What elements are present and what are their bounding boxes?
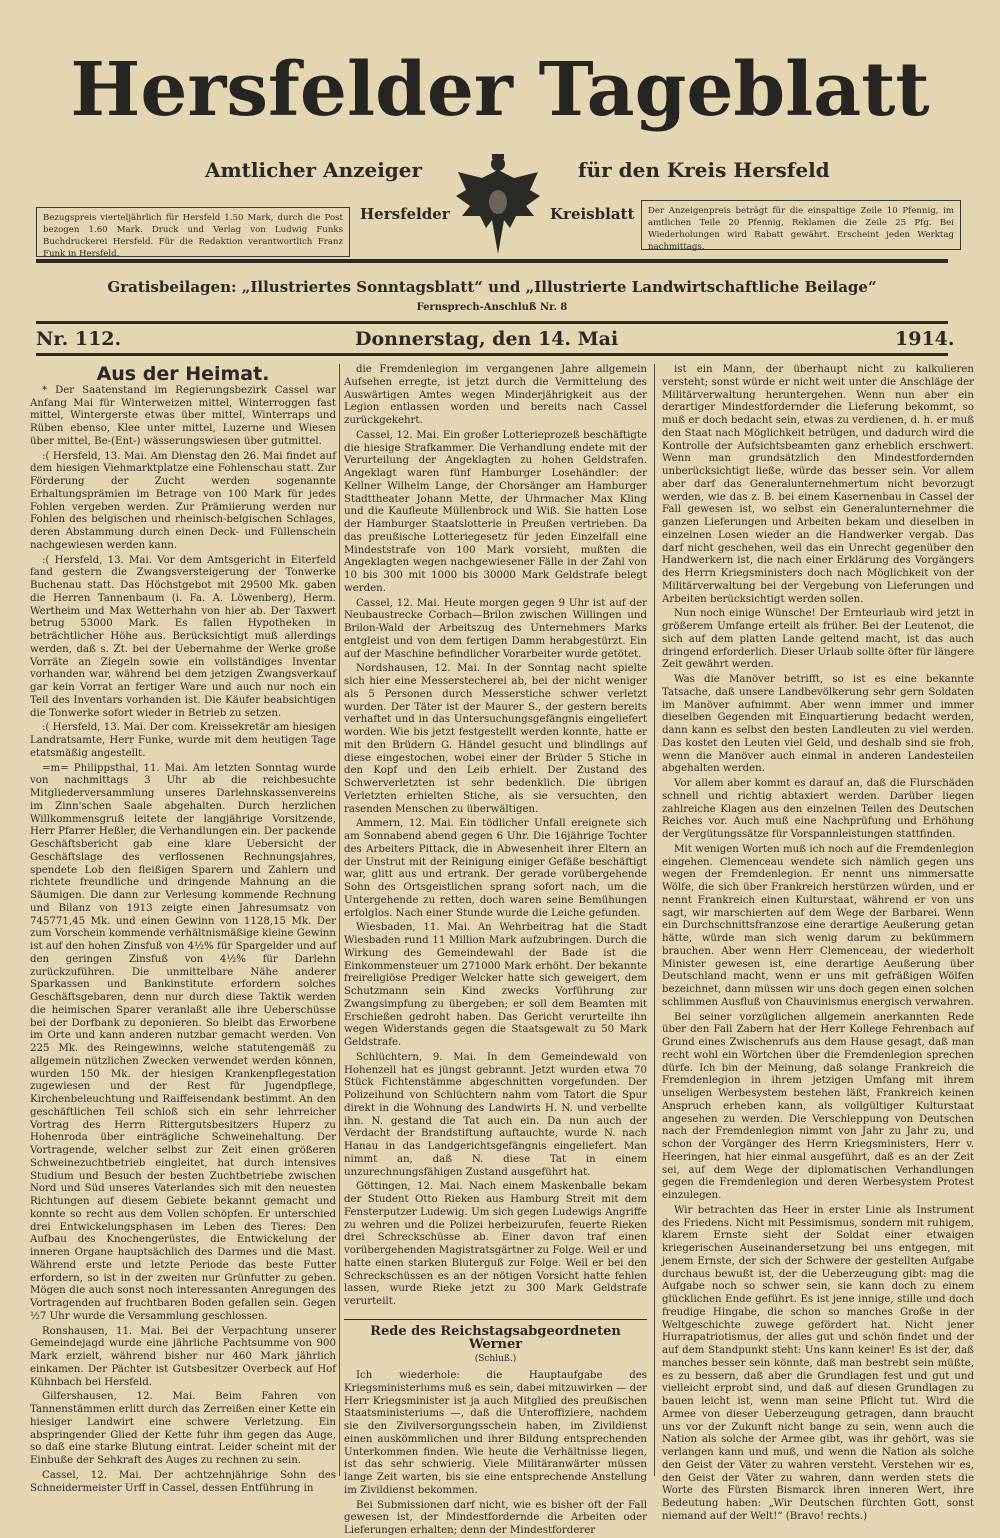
issue-year: 1914.: [895, 328, 955, 350]
column-2: [344, 364, 648, 1536]
paragraph: Bei Submissionen darf nicht, wie es bisher oft der Fall gewesen ist, der Mindestfordernde die Arbeiten oder Lieferungen erhalten; denn der Mindestforderer: [344, 1499, 647, 1536]
paragraph: * Der Saatenstand im Regierungsbezirk Cassel war Anfang Mai für Winterweizen mittel, Winterroggen fast mittel, Wintergerste etwas über mittel, Winterraps und Rüben ebenso, Klee unter mittel, Luzerne und Wiesen über mittel, Be-(Ent-) wässerungswiesen über gutmittel.: [30, 384, 336, 447]
issue-number: Nr. 112.: [36, 328, 122, 350]
paragraph: Nordshausen, 12. Mai. In der Sonntag nacht spielte sich hier eine Messerstecherei ab, bei der nicht weniger als 5 Personen durch Messerstiche schwer verletzt wurden. Der Täter ist der Maurer S., der gestern bereits verhaftet und in das Untersuchungsgefängnis eingeliefert worden. Wie bis jetzt festgestellt werden konnte, hatte er mit den Brüdern G. Händel gesucht und blindlings auf diese eingestochen, wobei einer der Brüder 5 Stiche in den Kopf und den Leib erhielt. Der Zustand des Schwerverletzten ist sehr bedenklich. Die übrigen Verletzten erhielten Stiche, als sie versuchten, den rasenden Menschen zu überwältigen.: [344, 663, 647, 815]
speech-text: [344, 1370, 647, 1538]
supplements-banner: Gratisbeilagen: „Illustriertes Sonntagsblatt“ und „Illustrierte Landwirtschaftliche Beilage“: [107, 278, 877, 296]
paragraph: Wiesbaden, 11. Mai. An Wehrbeitrag hat die Stadt Wiesbaden rund 11 Million Mark aufzubringen. Durch die Wirkung des Gemeindewahl der Bade ist die Einkommensteuer um 271000 Mark erhöht. Der bekannte freireligiöse Prediger Welcker hatte sich geweigert, dem Schutzmann sein Kind zwecks Vorführung zur Zwangsimpfung zu übergeben; er soll dem Beamten mit Erschießen gedroht haben. Das Gericht verurteilte ihn wegen Widerstands gegen die Staatsgewalt zu 50 Mark Geldstrafe.: [344, 922, 647, 1048]
newspaper-title: Hersfelder Tageblatt: [70, 47, 930, 133]
paragraph: Mit wenigen Worten muß ich noch auf die Fremdenlegion eingehen. Clemenceau wendete sich nämlich gegen uns wegen der Fremdenlegion. Er nennt uns nimmersatte Wölfe, die sich über Frankreich herstürzen würden, und er nennt Frankreich einen Kulturstaat, während er von uns sagt, wir marschierten auf dem Wege der Barbarei. Wenn ein Durchschnittsfranzose eine derartige Aeußerung getan hätte, würde man sich wenig darum zu bekümmern brauchen. Aber wenn Herr Clemenceau, der wiederholt Minister gewesen ist, eine derartige Aeußerung über Deutschland macht, wenn er uns mit gefräßigen Wölfen bezeichnet, dann müssen wir uns doch gegen einen solchen schlimmen Ausfluß von Chauvinismus energisch verwahren.: [662, 843, 974, 1008]
column-divider: [339, 364, 340, 1476]
paragraph: Ronshausen, 11. Mai. Bei der Verpachtung unserer Gemeindejagd wurde eine jährliche Pachtsumme von 900 Mark erzielt, während bisher nur 460 Mark jährlich einkamen. Der Pächter ist Gutsbesitzer Overbeck auf Hof Kühnbach bei Hersfeld.: [30, 1325, 336, 1388]
paragraph: Was die Manöver betrifft, so ist es eine bekannte Tatsache, daß unsere Landbevölkerung sehr gern Soldaten im Manöver aufnimmt. Aber wenn immer und immer dieselben Gegenden mit Einquartierung bedacht werden, dann kann es selbst den besten Landleuten zu viel werden. Das kostet den Leuten viel Geld, und deshalb sind sie froh, wenn die Manöver auch einmal in anderen Landesteilen abgehalten werden.: [662, 674, 974, 775]
kreisblatt-label-left: Hersfelder: [360, 205, 450, 223]
divider: [36, 353, 948, 356]
subtitle-left: Amtlicher Anzeiger: [205, 158, 423, 182]
phone-number: Fernsprech-Anschluß Nr. 8: [416, 302, 568, 313]
column-divider: [654, 364, 655, 1476]
paragraph: :( Hersfeld, 13. Mai. Vor dem Amtsgericht in Eiterfeld fand gestern die Zwangsversteigerung der Tonwerke Buchenau statt. Das Höchstgebot mit 29500 Mk. gaben die Herren Tannenbaum (i. Fa. A. Löwenberg), Herm. Wertheim und Max Wetterhahn von hier ab. Der Taxwert betrug 53000 Mark. Es fallen Hypotheken in beträchtlicher Höhe aus. Berücksichtigt muß allerdings werden, daß s. Zt. bei der Uebernahme der Werke große Vorräte an Ziegeln sowie ein vollständiges Inventar vorhanden war, während bei dem jetzigen Zwangsverkauf gar kein Vorrat an fertiger Ware und auch nur noch ein Teil des Inventars vorhanden ist. Die Käufer beabsichtigen die Tonwerke sofort wieder in Betrieb zu setzen.: [30, 554, 336, 719]
speech-subheading: (Schluß.): [474, 1354, 517, 1365]
subtitle-right: für den Kreis Hersfeld: [578, 158, 830, 182]
paragraph: ist ein Mann, der überhaupt nicht zu kalkulieren versteht; sonst würde er nicht weit unter die Anschläge der Militärverwaltung heruntergehen. Wenn nun aber ein derartiger Mindestfordernder die Lieferung bekommt, so muß er doch bedacht sein, etwas zu verdienen, d. h. er muß den Staat nach Möglichkeit betrügen, und dadurch wird die Kontrolle der Aufsichtsbeamten ganz erheblich erschwert. Wenn man grundsätzlich den Mindestfordernden unberücksichtigt ließe, würde das besser sein. Vor allem aber darf das Generalunternehmertum nicht bevorzugt werden, wie das z. B. bei einem Kasernenbau in Cassel der Fall gewesen ist, wo selbst ein Generalunternehmer die ganzen Lieferungen und Arbeiten bekam und dieselben in einzelnen Losen wieder an die Handwerker vergab. Das darf nicht geschehen, weil das ein Unrecht gegenüber den Handwerkern ist, die nach einer Erklärung des Vorgängers des Herrn Kriegsministers doch nach Möglichkeit von der Militärverwaltung bei der Vergebung von Lieferungen und Arbeiten berücksichtigt werden sollen.: [662, 364, 974, 605]
speech-continuation: [662, 364, 974, 1524]
divider: [36, 259, 948, 263]
divider: [36, 321, 948, 324]
paragraph: Bei seiner vorzüglichen allgemein anerkannten Rede über den Fall Zabern hat der Herr Kollege Fehrenbach auf Grund eines Zwischenrufs aus dem Hause gesagt, daß man recht wohl ein Wörtchen über die Fremdenlegion sprechen dürfe. Ich bin der Meinung, daß solange Frankreich die Fremdenlegion in ihrem jetzigen Umfang mit ihrem unseligen Werbesystem bestehen läßt, Frankreich keinen Anspruch erheben kann, als vollgültiger Kulturstaat angesehen zu werden. Die Verschleppung von Deutschen nach der Fremdenlegion nimmt von Jahr zu Jahr zu, und schon der Vorgänger des Herrn Kriegsministers, Herr v. Heeringen, hat hier einmal ausgeführt, daß es an der Zeit sei, auf dem Wege der diplomatischen Verhandlungen gegen die Fremdenlegion und deren Werbesystem Protest einzulegen.: [662, 1011, 974, 1201]
column-1: [30, 363, 336, 1494]
paragraph: Nun noch einige Wünsche! Der Ernteurlaub wird jetzt in größerem Umfange erteilt als früher. Bei der Leutenot, die sich auf dem platten Lande geltend macht, ist das auch dringend erforderlich. Dieser Urlaub sollte öfter für längere Zeit gewährt werden.: [662, 608, 974, 671]
paragraph: Wir betrachten das Heer in erster Linie als Instrument des Friedens. Nicht mit Pessimismus, sondern mit ruhigem, klarem Ernste sieht der Soldat einer etwaigen kriegerischen Auseinandersetzung bei uns entgegen, mit jenem Ernste, der sich der Schwere der gestellten Aufgabe durchaus bewußt ist, der die Ueberzeugung gibt: mag die Aufgabe noch so schwer sein, sie kann doch zu einem glücklichen Ende geführt. Es ist jene innige, stille und doch freudige Hingabe, die schon so manches Große in der Weltgeschichte zuwege gefördert hat. Nicht jener Hurrapatriotismus, der alles gut und schön findet und der auf dem Standpunkt steht: Uns kann keiner! Es ist der, daß manches besser sein könnte, daß man bestrebt sein müßte, es zu bessern, daß aber die Grundlagen fest und gut und vielleicht erprobt sind, und daß auf diesen Grundlagen zu bauen leicht ist, wenn man seine Pflicht tut. Wird die Armee von dieser Ueberzeugung getragen, dann braucht uns vor der Zukunft nicht bange zu sein, wenn auch die Nation als solche der Armee gibt, was ihr gehört, was sie verlangen kann und muß, und wenn die Nation als solche den Geist der Väter zu wahren versteht. Verstehen wir es, den Geist der Väter zu wahren, dann werden stets die Worte des Fürsten Bismarck ihren inneren Wert, ihre Bedeutung haben: „Wir Deutschen fürchten Gott, sonst niemand auf der Welt!“ (Bravo! rechts.): [662, 1204, 974, 1522]
paragraph: :( Hersfeld, 13. Mai. Am Dienstag den 26. Mai findet auf dem hiesigen Viehmarktplatze eine Fohlenschau statt. Zur Förderung der Zucht werden sogenannte Erhaltungsprämien im Betrage von 100 Mark für jedes Fohlen vergeben werden. Zur Prämiierung werden nur Fohlen des belgischen und rheinisch-belgischen Schlages, deren Abstammung durch einen Deck- und Füllenschein nachgewiesen werden kann.: [30, 450, 336, 551]
imperial-eagle-icon: [452, 150, 544, 260]
paragraph: Ich wiederhole: die Hauptaufgabe des Kriegsministeriums muß es sein, dabei mitzuwirken — der Herr Kriegsminister ist ja auch Mitglied des preußischen Staatsministeriums —, daß die Unteroffiziere, nachdem sie den Zivilversorgungsschein haben, im Zivildienst einen auskömmlichen und ihrer Bildung entsprechenden Unterkommen finden. Wie heute die Verhältnisse liegen, ist das sehr schwierig. Viele Militäranwärter müssen lange Zeit warten, bis sie eine entsprechende Anstellung im Zivildienst bekommen.: [344, 1370, 648, 1496]
issue-date: Donnerstag, den 14. Mai: [355, 328, 619, 350]
paragraph: Vor allem aber kommt es darauf an, daß die Flurschäden schnell und richtig abtaxiert werden. Darüber liegen zahlreiche Klagen aus den einzelnen Teilen des Deutschen Reiches vor. Auch muß eine Nachprüfung und Erhöhung der Vergütungssätze für Vorspannleistungen stattfinden.: [662, 778, 974, 840]
section-heading: Aus der Heimat.: [96, 363, 270, 385]
speech-heading: Rede des Reichstagsabgeordneten Werner: [344, 1319, 647, 1352]
paragraph: Cassel, 12. Mai. Ein großer Lotterieprozeß beschäftigte die hiesige Strafkammer. Die Verhandlung endete mit der Verurteilung der Angeklagten zu hohen Geldstrafen. Angeklagt waren fünf Hamburger Losehändler: der Kellner Wilhelm Lange, der Chorsänger am Hamburger Stadttheater Johann Mette, der Uhrmacher Max Kling und die Kaufleute Müllenbrock und Wiß. Sie hatten Lose der Hamburger Staatslotterie in Preußen vertrieben. Da das preußische Lotteriegesetz für jeden Einzelfall eine Mindeststrafe von 100 Mark vorsieht, mußten die Angeklagten wegen nachgewiesener Fälle in der Zahl von 10 bis 300 mit 1000 bis 30000 Mark Geldstrafe belegt werden.: [344, 429, 647, 594]
paragraph: Göttingen, 12. Mai. Nach einem Maskenballe bekam der Student Otto Rieken aus Hamburg Streit mit dem Fensterputzer Ludewig. Um sich gegen Ludewigs Angriffe zu wehren und die Polizei herbeizurufen, feuerte Rieken drei Schreckschüsse ab. Einer davon traf einen vorübergehenden Magistratsgärtner zu Folge. Weil er und hatte einen starken Bluterguß zur Folge. Weil er bei den Schreckschüssen es an der nötigen Vorsicht hatte fehlen lassen, wurde Rieke jetzt zu 300 Mark Geldstrafe verurteilt.: [344, 1181, 647, 1307]
paragraph: die Fremdenlegion im vergangenen Jahre allgemein Aufsehen erregte, ist jetzt durch die Vermittelung des Auswärtigen Amtes wegen Minderjährigkeit aus der Legion entlassen worden und bereits nach Cassel zurückgekehrt.: [344, 364, 647, 426]
paragraph: =m= Philippsthal, 11. Mai. Am letzten Sonntag wurde von nachmittags 3 Uhr ab die reichbesuchte Mitgliederversammlung unseres Darlehnskassenvereins im Zinn'schen Saale abgehalten. Durch herzlichen Willkommensgruß leitete der langjährige Vorsitzende, Herr Pfarrer Heßler, die Verhandlungen ein. Der packende Geschäftsbericht gab eine klare Uebersicht der Geschäftslage des verflossenen Rechnungsjahres, spendete Lob den fleißigen Sparern und Zahlern und richtete freundliche und dringende Mahnung an die Säumigen. Die dann zur Verlesung kommende Rechnung und Bilanz von 1913 zeigte einen Jahresumsatz von 745771,45 Mk. und einen Gewinn von 1128,15 Mk. Der zum Vorschein kommende verhältnismäßige kleine Gewinn ist auf den hohen Zinsfuß von 4½% für Spargelder und auf den geringen Zinsfuß von 4½% für Darlehn zurückzuführen. Die unmittelbare Nähe anderer Sparkassen und Bankinstitute erfordern solches Geschäftsgebaren, denn nur durch diese Taktik werden die heimischen Sparer veranlaßt alle ihre Ueberschüsse bei der Dorfbank zu deponieren. So bleibt das Erworbene im Orte und kann anderen nutzbar gemacht werden. Von 225 Mk. des Reingewinns, welche statutengemäß zu allgemein nützlichen Zwecken verwendet werden können, wurden 150 Mk. der hiesigen Krankenpflegestation zugewiesen und der Rest für Jugendpflege, Kirchenbeleuchtung und Raiffeisendank bestimmt. An den geschäftlichen Teil schloß sich ein sehr lehrreicher Vortrag des Herrn Rittergutsbesitzers Huperz zu Hohenroda über einträgliche Schweinehaltung. Der Vortragende, welcher selbst zur Zeit einen größeren Schweinezuchtbetrieb eingleitet, hat durch intensives Studium und Besuch der besten Zuchtbetriebe zwischen Nord und Süd unseres Vaterlandes sich mit den neuesten Richtungen auf diesem Gebiete bekannt gemacht und konnte so recht aus dem Vollen schöpfen. Er unterschied drei Entwickelungsphasen im Leben des Tieres: Den Aufbau des Knochengerüstes, die Entwickelung der inneren Organe hauptsächlich des Darmes und die Mast. Während erste und letzte Periode das beste Futter erfordern, so ist in der zweiten nur Grünfutter zu geben. Mögen die auch sonst noch interessanten Anregungen des Vortragenden auf fruchtbaren Boden gefallen sein. Gegen ½7 Uhr wurde die Versammlung geschlossen.: [30, 762, 336, 1322]
subscription-info-box: Bezugspreis vierteljährlich für Hersfeld 1.50 Mark, durch die Post bezogen 1.60 Mark. Druck und Verlag von Ludwig Funks Buchdruckerei Hersfeld. Für die Redaktion verantwortlich Franz Funk in Hersfeld.: [36, 207, 350, 257]
article-list: [344, 364, 647, 1309]
paragraph: Cassel, 12. Mai. Heute morgen gegen 9 Uhr ist auf der Neubaustrecke Corbach—Brilon zwischen Willingen und Brilon-Wald der Arbeitszug des Unternehmers Marks entgleist und von dem fertigen Damm herabgestürzt. Ein auf der Maschine befindlicher Vorarbeiter wurde getötet.: [344, 597, 647, 660]
column-3: [662, 364, 974, 1522]
paragraph: Ammern, 12. Mai. Ein tödlicher Unfall ereignete sich am Sonnabend abend gegen 6 Uhr. Die 16jährige Tochter des Arbeiters Pittack, die in Abwesenheit ihrer Eltern an der Unstrut mit der Reinigung einiger Gefäße beschäftigt war, glitt aus und ertrank. Der gerade vorübergehende Sohn des Ortsgeistlichen sprang sofort nach, um die Untergehende zu retten, doch waren seine Bemühungen erfolglos. Nach einer Stunde wurde die Leiche gefunden.: [344, 818, 647, 919]
paragraph: Gilfershausen, 12. Mai. Beim Fahren von Tannenstämmen erlitt durch das Zerreißen einer Kette ein hiesiger Landwirt eine schwere Verletzung. Ein abspringender Glied der Kette fuhr ihm gegen das Auge, so daß eine starke Blutung eintrat. Leider scheint mit der Einbuße der Sehkraft des Auges zu rechnen zu sein.: [30, 1391, 336, 1466]
paragraph: :( Hersfeld, 13. Mai. Der com. Kreissekretär am hiesigen Landratsamte, Herr Funke, wurde mit dem heutigen Tage etatsmäßig angestellt.: [30, 722, 336, 759]
article-list: [30, 385, 336, 1496]
paragraph: Schlüchtern, 9. Mai. In dem Gemeindewald von Hohenzell hat es jüngst gebrannt. Jetzt wurden etwa 70 Stück Fichtenstämme abgeschnitten vorgefunden. Der Polizeihund von Schlüchtern nahm vom Tatort die Spur direkt in die Wohnung des Landwirts H. N. und verbellte ihn. N. gestand die Tat auch ein. Da nun auch der Verdacht der Brandstiftung auftauchte, wurde N. nach Hanau in das Landgerichtsgefängnis eingeliefert. Man nimmt an, daß N. diese Tat in einem unzurechnungsfähigen Zustand ausgeführt hat.: [344, 1051, 647, 1178]
advertising-info-box: Der Anzeigenpreis beträgt für die einspaltige Zeile 10 Pfennig, im amtlichen Teile 20 Pfennig, Reklamen die Zeile 25 Pfg. Bei Wiederholungen wird Rabatt gewährt. Erscheint jeden Werktag nachmittags.: [641, 200, 961, 250]
kreisblatt-label-right: Kreisblatt: [550, 205, 635, 223]
paragraph: Cassel, 12. Mai. Der achtzehnjährige Sohn des Schneidermeister Urff in Cassel, dessen Entführung in: [30, 1469, 336, 1494]
